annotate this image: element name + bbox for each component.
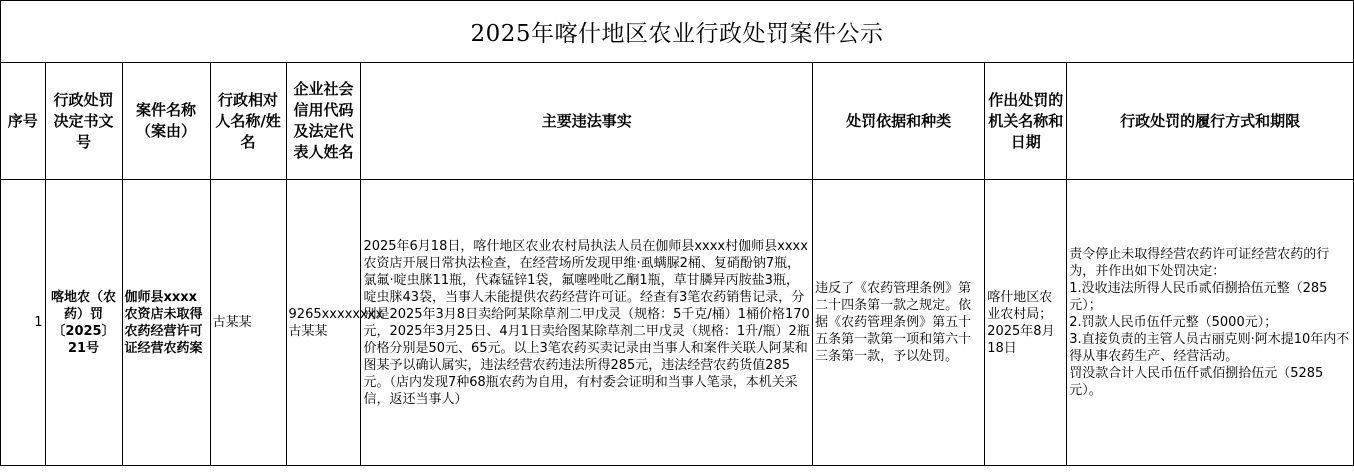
perform-item-1: 1.没收违法所得人民币贰佰捌拾伍元整（285元）； bbox=[1069, 281, 1328, 313]
cell-perform bbox=[1067, 180, 1354, 466]
perform-item-2: 2.罚款人民币伍仟元整（5000元）； bbox=[1069, 315, 1278, 330]
header-basis: 处罚依据和种类 bbox=[813, 63, 985, 180]
cell-basis: 违反了《农药管理条例》第二十四条第一款之规定。依据《农药管理条例》第五十五条第一款第一项和第六十三条第一款，予以处罚。 bbox=[813, 180, 985, 466]
header-row bbox=[1, 63, 1354, 180]
cell-facts: 2025年6月18日，喀什地区农业农村局执法人员在伽师县xxxx村伽师县xxxx农资店开展日常执法检查，在经营场所发现甲维·虱螨脲2桶、复硝酚钠7瓶，氯氟·啶虫脒11瓶，代森锰锌1袋，氟噻唑吡乙酮1瓶，草甘膦异丙胺盐3瓶，啶虫脒43袋，当事人未能提供农药经营许可证。经查有3笔农药销售记录，分别是2025年3月8日卖给阿某除草剂二甲戊灵（规格：5千克/桶）1桶价格170元，2025年3月25日、4月1日卖给图某除草剂二甲戊灵（规格：1升/瓶）2瓶价格分别是50元、65元。以上3笔农药买卖记录由当事人和案件关联人阿某和图某予以确认属实，违法经营农药违法所得285元，违法经营农药货值285元。（店内发现7种68瓶农药为自用，有村委会证明和当事人笔录，本机关采信，返还当事人） bbox=[361, 180, 813, 466]
header-party: 行政相对人名称/姓名 bbox=[210, 63, 286, 180]
cell-no: 1 bbox=[1, 180, 46, 466]
cell-case-name: 伽师县xxxx农资店未取得农药经营许可证经营农药案 bbox=[122, 180, 210, 466]
header-org-date: 作出处罚的机关名称和日期 bbox=[985, 63, 1067, 180]
title-row bbox=[1, 1, 1354, 63]
table-row bbox=[1, 180, 1354, 466]
header-credit-code: 企业社会信用代码及法定代表人姓名 bbox=[286, 63, 361, 180]
header-no: 序号 bbox=[1, 63, 46, 180]
header-facts: 主要违法事实 bbox=[361, 63, 813, 180]
perform-item-3: 3.直接负责的主管人员古丽克则·阿木提10年内不得从事农药生产、经营活动。 bbox=[1069, 332, 1350, 364]
cell-doc-no: 喀地农（农药）罚〔2025〕21号 bbox=[45, 180, 122, 466]
header-doc-no: 行政处罚决定书文号 bbox=[45, 63, 122, 180]
perform-intro: 责令停止未取得经营农药许可证经营农药的行为，并作出如下处罚决定： bbox=[1069, 247, 1330, 279]
cell-org-date: 喀什地区农业农村局；2025年8月18日 bbox=[985, 180, 1067, 466]
cell-credit-code: 9265xxxxxxxx古某某 bbox=[286, 180, 361, 466]
header-perform: 行政处罚的履行方式和期限 bbox=[1067, 63, 1354, 180]
cell-party: 古某某 bbox=[210, 180, 286, 466]
header-case-name: 案件名称（案由） bbox=[122, 63, 210, 180]
page-title: 2025年喀什地区农业行政处罚案件公示 bbox=[1, 1, 1354, 63]
perform-total: 罚没款合计人民币伍仟贰佰捌拾伍元（5285元）。 bbox=[1069, 366, 1324, 398]
